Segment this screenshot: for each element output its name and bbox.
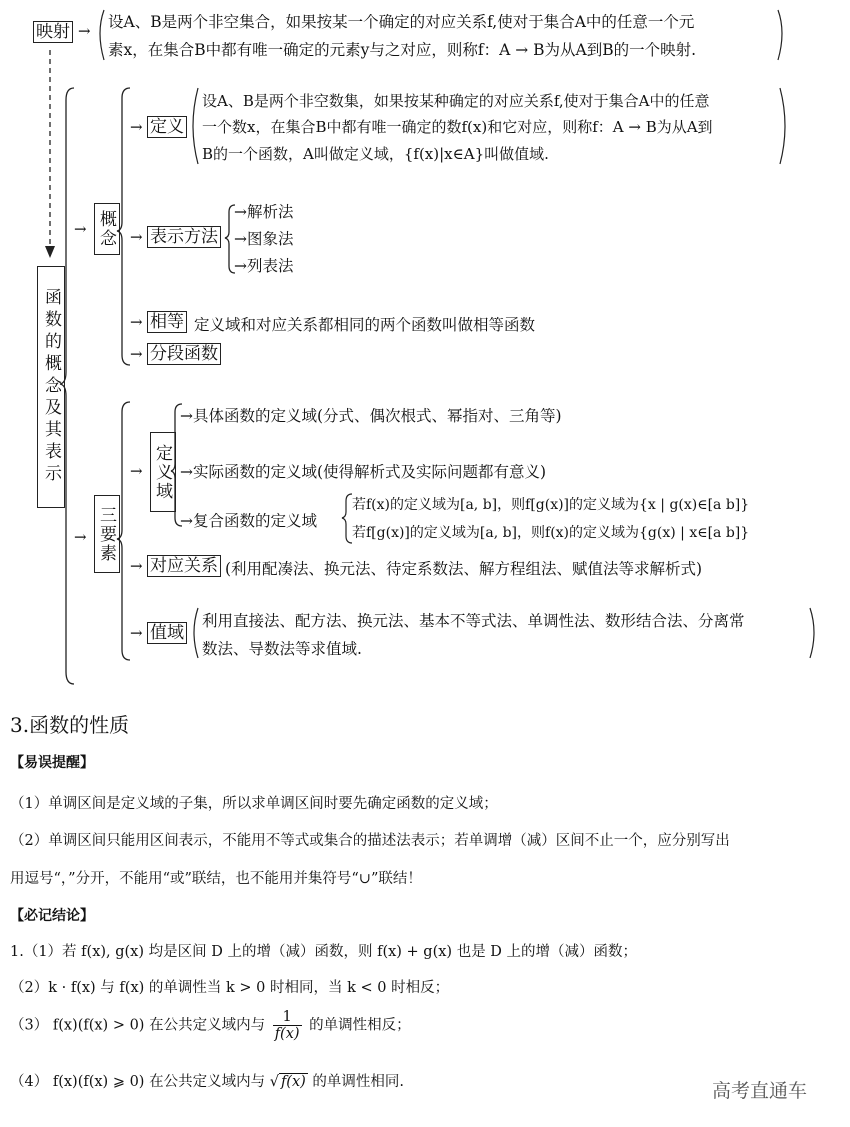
methods-label: 表示方法 [147, 226, 221, 248]
mapping-box: 映射 [33, 21, 73, 43]
range-label: 值域 [147, 622, 187, 644]
must-title: 【必记结论】 [10, 908, 94, 924]
piecewise-label: 分段函数 [147, 343, 221, 365]
watermark: 高考直通车 [712, 1080, 808, 1102]
definition-line-1: 设A、B是两个非空数集，如果按某种确定的对应关系f,使对于集合A中的任意 [202, 92, 710, 110]
arrow-icon: → [130, 228, 143, 246]
definition-line-3: B的一个函数，A叫做定义域，{f(x)|x∈A}叫做值域. [202, 145, 549, 163]
arrow-icon: → [74, 220, 87, 238]
composite-rule-b: 若f[g(x)]的定义域为[a, b]，则f(x)的定义域为{g(x) | x∈[a b]} [352, 525, 750, 541]
conclusion-2: （2）k · f(x) 与 f(x) 的单调性当 k > 0 时相同，当 k < 0 时相反； [10, 980, 450, 996]
tip-2-line-1: （2）单调区间只能用区间表示，不能用不等式或集合的描述法表示；若单调增（减）区间不止一个，应分别写出 [10, 833, 730, 849]
method-item: →解析法 [234, 203, 294, 221]
equal-label: 相等 [147, 311, 187, 333]
equal-text: 定义域和对应关系都相同的两个函数叫做相等函数 [194, 316, 536, 334]
method-item: →图象法 [234, 230, 294, 248]
arrow-icon: → [74, 528, 87, 546]
arrow-icon: → [130, 462, 143, 480]
mapping-line-2: 素x，在集合B中都有唯一确定的元素y与之对应，则称f：A → B为从A到B的一个映射. [108, 41, 697, 59]
method-item: →列表法 [234, 257, 294, 275]
relation-text: (利用配凑法、换元法、待定系数法、解方程组法、赋值法等求解析式) [225, 560, 703, 578]
definition-line-2: 一个数x，在集合B中都有唯一确定的数f(x)和它对应，则称f：A → B为从A到 [202, 118, 713, 136]
domain-item-1: →具体函数的定义域(分式、偶次根式、幂指对、三角等) [180, 407, 562, 425]
arrow-icon: → [130, 624, 143, 642]
conclusion-1: 1.（1）若 f(x), g(x) 均是区间 D 上的增（减）函数，则 f(x) + g(x) 也是 D 上的增（减）函数； [10, 944, 638, 960]
range-line-1: 利用直接法、配方法、换元法、基本不等式法、单调性法、数形结合法、分离常 [202, 612, 745, 630]
composite-rule-a: 若f(x)的定义域为[a, b]，则f[g(x)]的定义域为{x | g(x)∈[a b]} [352, 497, 750, 513]
main-topic-box: 函数的概念及其表示 [37, 266, 65, 508]
section-title: 3.函数的性质 [10, 713, 130, 737]
range-line-2: 数法、导数法等求值域. [202, 640, 362, 658]
domain-item-3: →复合函数的定义域 [180, 512, 318, 530]
tip-title: 【易误提醒】 [10, 755, 94, 771]
domain-item-2: →实际函数的定义域(使得解析式及实际问题都有意义) [180, 463, 547, 481]
concept-box: 概念 [94, 203, 120, 255]
conclusion-4: （4） f(x)(f(x) ⩾ 0) 在公共定义域内与 √ f(x) 的单调性相同. [10, 1074, 405, 1090]
mapping-line-1: 设A、B是两个非空集合，如果按某一个确定的对应关系f,使对于集合A中的任意一个元 [108, 13, 695, 31]
arrow-icon: → [130, 313, 143, 331]
sqrt-expression: f(x) [280, 1074, 306, 1090]
reciprocal-fraction: $\frac{1}{f(x)}$ [274, 1009, 300, 1042]
tip-2-line-2: 用逗号“，”分开，不能用“或”联结，也不能用并集符号“∪”联结！ [10, 871, 422, 887]
relation-label: 对应关系 [147, 555, 221, 577]
arrow-icon: → [78, 22, 91, 40]
domain-label: 定义域 [150, 432, 176, 512]
definition-label: 定义 [147, 116, 187, 138]
tip-1: （1）单调区间是定义域的子集，所以求单调区间时要先确定函数的定义域； [10, 796, 498, 812]
arrow-icon: → [130, 345, 143, 363]
three-elements-box: 三要素 [94, 495, 120, 573]
arrow-icon: → [130, 118, 143, 136]
arrow-icon: → [130, 557, 143, 575]
conclusion-3: （3） f(x)(f(x) > 0) 在公共定义域内与 $\frac{1}{f(x)}$ 的单调性相反； [10, 1009, 411, 1042]
